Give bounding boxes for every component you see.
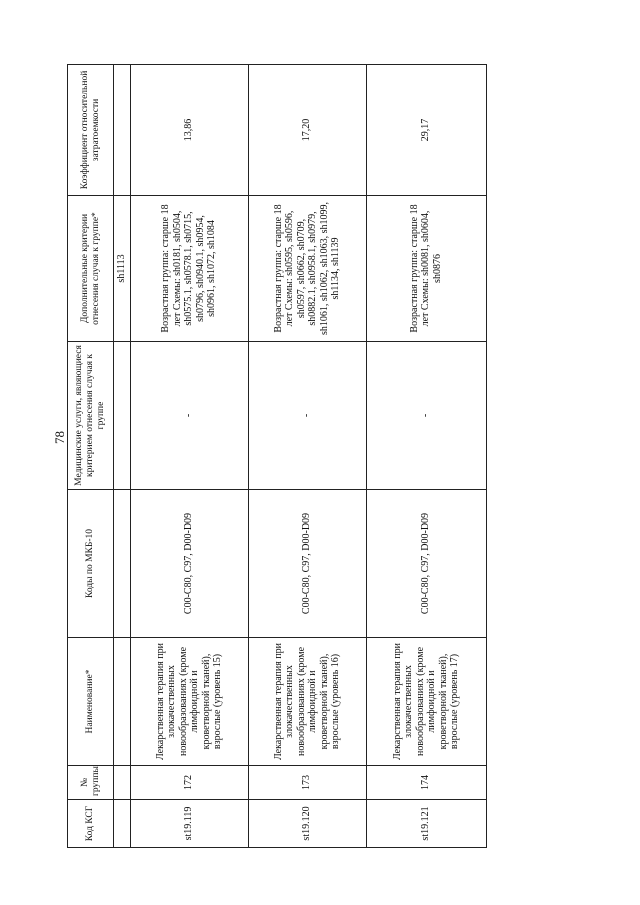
- cell-coef: 13,86: [130, 65, 248, 196]
- cell-code: st19.121: [366, 800, 486, 848]
- ksg-table: [67, 64, 487, 848]
- header-services: Медицинские услуги, являющиеся критерием отнесения случая к группе: [68, 342, 114, 490]
- cell-empty: [114, 766, 131, 800]
- cell-name: Лекарственная терапия при злокачественных новообразованиях (кроме лимфоидной и кроветворной тканей), взрослые (уровень 15): [130, 638, 248, 766]
- cell-criteria: Возрастная группа: старше 18 лет Схемы: sh0181, sh0504, sh0575.1, sh0578.1, sh0715, sh0796, sh0940.1, sh0954, sh0961, sh1072, sh1084: [130, 196, 248, 342]
- header-criteria: Дополнительные критерии отнесения случая к группе*: [68, 196, 114, 342]
- cell-coef: 29,17: [366, 65, 486, 196]
- cell-empty: [114, 490, 131, 638]
- cell-services: -: [366, 342, 486, 490]
- cell-icd: C00-C80, C97, D00-D09: [366, 490, 486, 638]
- cell-icd: C00-C80, C97, D00-D09: [248, 490, 366, 638]
- cell-services: -: [130, 342, 248, 490]
- header-row: [68, 65, 114, 848]
- cell-empty: [114, 342, 131, 490]
- cell-code: st19.120: [248, 800, 366, 848]
- table-row: [248, 65, 366, 848]
- cell-code: st19.119: [130, 800, 248, 848]
- cell-criteria: Возрастная группа: старше 18 лет Схемы: sh0081, sh0604, sh0876: [366, 196, 486, 342]
- cell-coef: 17,20: [248, 65, 366, 196]
- header-group: № группы: [68, 766, 114, 800]
- cell-name: Лекарственная терапия при злокачественных новообразованиях (кроме лимфоидной и кроветворной тканей), взрослые (уровень 16): [248, 638, 366, 766]
- page-number: 78: [52, 431, 67, 444]
- cell-name: Лекарственная терапия при злокачественных новообразованиях (кроме лимфоидной и кроветворной тканей), взрослые (уровень 17): [366, 638, 486, 766]
- cell-empty: [114, 65, 131, 196]
- cell-group: 174: [366, 766, 486, 800]
- continuation-row: [114, 65, 131, 848]
- rotated-table-container: [67, 65, 483, 848]
- cell-icd: C00-C80, C97, D00-D09: [130, 490, 248, 638]
- cell-criteria: sh1113: [114, 196, 131, 342]
- cell-group: 173: [248, 766, 366, 800]
- table-row: [130, 65, 248, 848]
- header-code: Код КСГ: [68, 800, 114, 848]
- header-coef: Коэффициент относительной затратоемкости: [68, 65, 114, 196]
- header-name: Наименование*: [68, 638, 114, 766]
- cell-criteria: Возрастная группа: старше 18 лет Схемы: sh0595, sh0596, sh0597, sh0662, sh0709, sh0882.1, sh0958.1, sh0979, sh1061, sh1062, sh1063, sh1099, sh1134, sh1139: [248, 196, 366, 342]
- header-icd: Коды по МКБ-10: [68, 490, 114, 638]
- table-row: [366, 65, 486, 848]
- cell-group: 172: [130, 766, 248, 800]
- cell-empty: [114, 638, 131, 766]
- cell-services: -: [248, 342, 366, 490]
- cell-empty: [114, 800, 131, 848]
